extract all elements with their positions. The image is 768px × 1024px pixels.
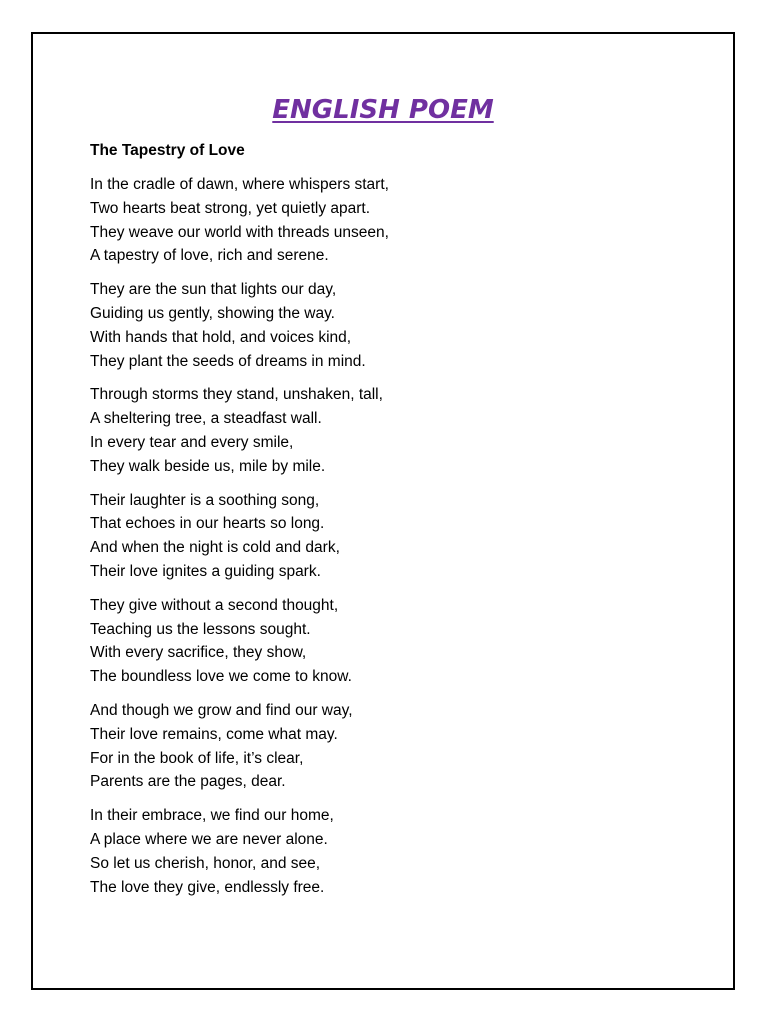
document-page	[31, 32, 735, 990]
poem-line: The boundless love we come to know.	[90, 668, 352, 686]
stanza-1	[90, 173, 690, 268]
poem-line: Their laughter is a soothing song,	[90, 491, 320, 509]
poem-line: That echoes in our hearts so long.	[90, 515, 325, 533]
stanza-4	[90, 489, 690, 584]
poem-line: In the cradle of dawn, where whispers start,	[90, 176, 389, 193]
poem	[90, 139, 690, 909]
poem-line: They are the sun that lights our day,	[90, 281, 337, 299]
poem-line: For in the book of life, it’s clear,	[90, 749, 304, 767]
poem-line: They give without a second thought,	[90, 596, 339, 614]
poem-title: The Tapestry of Love	[90, 142, 245, 159]
stanza-6	[90, 699, 690, 794]
stanza-7	[90, 804, 690, 899]
poem-line: In every tear and every smile,	[90, 433, 294, 451]
poem-line: They walk beside us, mile by mile.	[90, 457, 326, 475]
stanza-2	[90, 278, 690, 373]
poem-line: Guiding us gently, showing the way.	[90, 304, 335, 322]
poem-line: With hands that hold, and voices kind,	[90, 328, 352, 346]
poem-line: Their love ignites a guiding spark.	[90, 562, 321, 580]
poem-line: They weave our world with threads unseen,	[90, 223, 389, 241]
poem-line: So let us cherish, honor, and see,	[90, 854, 321, 872]
poem-line: A place where we are never alone.	[90, 830, 328, 848]
document-heading: ENGLISH POEM	[272, 95, 494, 125]
poem-line: Two hearts beat strong, yet quietly apart.	[90, 199, 371, 217]
poem-line: And when the night is cold and dark,	[90, 539, 340, 557]
poem-line: Their love remains, come what may.	[90, 725, 338, 743]
poem-line: With every sacrifice, they show,	[90, 644, 307, 662]
poem-line: A tapestry of love, rich and serene.	[90, 247, 329, 265]
poem-line: A sheltering tree, a steadfast wall.	[90, 410, 322, 428]
poem-line: And though we grow and find our way,	[90, 701, 353, 719]
poem-line: Through storms they stand, unshaken, tall,	[90, 386, 383, 404]
stanza-3	[90, 383, 690, 478]
poem-line: In their embrace, we find our home,	[90, 807, 334, 825]
poem-line: Parents are the pages, dear.	[90, 773, 286, 791]
poem-line: The love they give, endlessly free.	[90, 878, 325, 896]
poem-line: They plant the seeds of dreams in mind.	[90, 352, 366, 370]
poem-line: Teaching us the lessons sought.	[90, 620, 311, 638]
stanza-5	[90, 594, 690, 689]
